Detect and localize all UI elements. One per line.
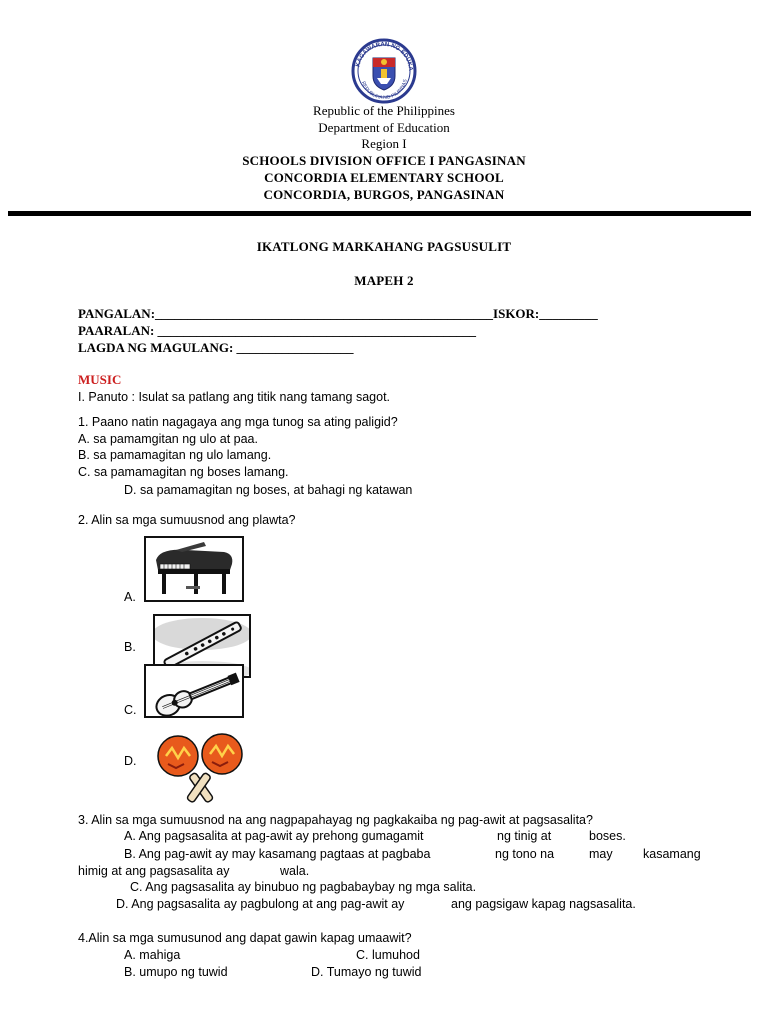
q3-option-c: C. Ang pagsasalita ay binubuo ng pagbabaybay ng mga salita. [130,880,477,894]
q2-option-a: A. [124,590,136,604]
q1-option-d: D. sa pamamagitan ng boses, at bahagi ng katawan [124,483,413,497]
q3-option-a-cont2: boses. [589,829,626,843]
maracas-icon [156,728,248,808]
name-score-field[interactable]: PANGALAN:____________________________________________________ISKOR:_________ [78,306,598,321]
exam-subject: MAPEH 2 [354,273,414,288]
q3-option-b-cont3: kasamang [643,847,701,861]
q1-option-a: A. sa pamamgitan ng ulo at paa. [78,432,258,446]
seal-bottom-text: REPUBLIKA NG PILIPINAS [359,78,409,102]
piano-icon [144,536,244,602]
q3-option-a: A. Ang pagsasalita at pag-awit ay prehong gumagamit [124,829,424,843]
q4-option-c: C. lumuhod [356,948,420,962]
school-field[interactable]: PAARALAN: _________________________________________________ [78,323,477,338]
header-line-division: SCHOOLS DIVISION OFFICE I PANGASINAN [242,153,526,168]
q2-question: 2. Alin sa mga sumuusnod ang plawta? [78,513,296,527]
exam-title: IKATLONG MARKAHANG PAGSUSULIT [256,239,512,254]
deped-seal [337,38,431,104]
q1-option-c: C. sa pamamagitan ng boses lamang. [78,465,289,479]
q3-question: 3. Alin sa mga sumuusnod na ang nagpapahayag ng pagkakaiba ng pag-awit at pagsasalita? [78,813,593,827]
q4-option-d: D. Tumayo ng tuwid [311,965,422,979]
instruction: I. Panuto : Isulat sa patlang ang titik nang tamang sagot. [78,390,391,404]
section-title-music: MUSIC [78,372,122,387]
header-line-republic: Republic of the Philippines [313,103,455,118]
q2-option-c: C. [124,703,137,717]
q3-option-b-cont1: ng tono na [495,847,555,861]
q3-option-b-cont2: may [589,847,613,861]
header-line-deped: Department of Education [318,120,450,135]
q3-option-b-line2-cont: wala. [280,864,310,878]
q1-option-b: B. sa pamamagitan ng ulo lamang. [78,448,272,462]
q3-option-a-cont1: ng tinig at [497,829,552,843]
seal-top-text: KAGAWARAN NG EDUKA [355,41,414,72]
parent-signature-field[interactable]: LAGDA NG MAGULANG: __________________ [78,340,354,355]
header-line-address: CONCORDIA, BURGOS, PANGASINAN [263,187,505,202]
guitar-icon [144,664,244,718]
q2-option-d: D. [124,754,137,768]
header-divider [8,211,751,216]
header-line-school: CONCORDIA ELEMENTARY SCHOOL [264,170,504,185]
q3-option-d-cont: ang pagsigaw kapag nagsasalita. [451,897,636,911]
header-line-region: Region I [361,136,407,151]
q4-question: 4.Alin sa mga sumusunod ang dapat gawin kapag umaawit? [78,931,412,945]
q3-option-b-line2: himig at ang pagsasalita ay [78,864,230,878]
q3-option-b: B. Ang pag-awit ay may kasamang pagtaas at pagbaba [124,847,431,861]
q4-option-a: A. mahiga [124,948,181,962]
q1-question: 1. Paano natin nagagaya ang mga tunog sa ating paligid? [78,415,398,429]
q4-option-b: B. umupo ng tuwid [124,965,228,979]
q3-option-d: D. Ang pagsasalita ay pagbulong at ang pag-awit ay [116,897,405,911]
q2-option-b: B. [124,640,136,654]
